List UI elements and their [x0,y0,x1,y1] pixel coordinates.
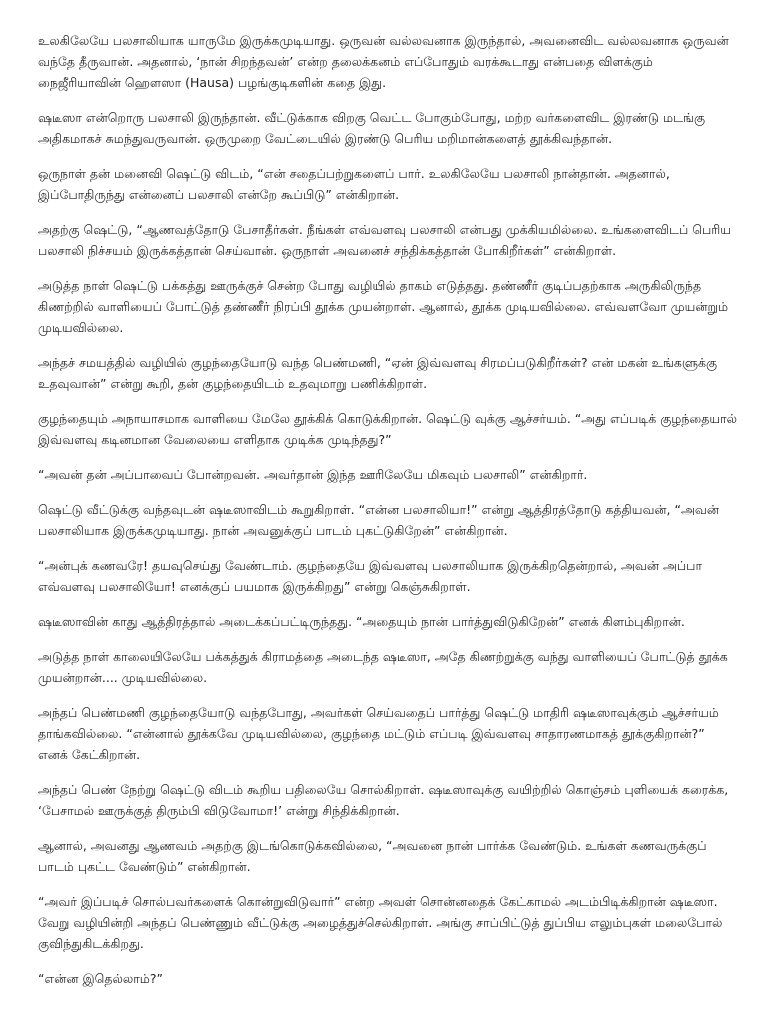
paragraph: ஷடீஸாவின் காது ஆத்திரத்தால் அடைக்கப்பட்டிருந்தது. “அதையும் நான் பார்த்துவிடுகிறேன்” எனக் கிளம்புகிறான். [38,614,685,629]
paragraph: “அவர் இப்படிச் சொல்பவர்களைக் கொன்றுவிடுவார்” என்ற அவள் சொன்னதைக் கேட்காமல் அடம்பிடிக்கிறான் ஷடீஸா. வேறு வழியின்றி அந்தப் பெண்ணும் வீட்டுக்கு அழைத்துச்செல்கிறாள். அங்கு சாப்பிட்டுத் துப்பிய எலும்புகள் மலைபோல் குவிந்துகிடக்கிறது. [38,894,723,951]
paragraph: “அன்புக் கணவரே! தயவுசெய்து வேண்டாம். குழந்தையே இவ்வளவு பலசாலியாக இருக்கிறதென்றால், அவன் அப்பா எவ்வளவு பலசாலியோ! எனக்குப் பயமாக இருக்கிறது” என்று கெஞ்சுகிறாள். [38,558,703,594]
paragraph: ஆனால், அவனது ஆணவம் அதற்கு இடங்கொடுக்கவில்லை, “அவனை நான் பார்க்க வேண்டும். உங்கள் கணவருக்குப் பாடம் புகட்ட வேண்டும்” என்கிறான். [38,838,707,874]
paragraph: அதற்கு ஷெட்டு, “ஆணவத்தோடு பேசாதீர்கள். நீங்கள் எவ்வளவு பலசாலி என்பது முக்கியமில்லை. உங்களைவிடப் பெரிய பலசாலி நிச்சயம் இருக்கத்தான் செய்வான். ஒருநாள் அவனைச் சந்திக்கத்தான் போகிறீர்கள்” என்கிறாள். [38,222,731,258]
paragraph: அந்தப் பெண் நேற்று ஷெட்டு விடம் கூறிய பதிலையே சொல்கிறாள். ஷடீஸாவுக்கு வயிற்றில் கொஞ்சம் புளியைக் கரைக்க, ‘பேசாமல் ஊருக்குத் திரும்பி விடுவோமா!’ என்று சிந்திக்கிறான். [38,782,729,818]
paragraph: உலகிலேயே பலசாலியாக யாருமே இருக்கமுடியாது. ஒருவன் வல்லவனாக இருந்தால், அவனைவிட வல்லவனாக ஒருவன் வந்தே தீருவான். அதனால், ‘நான் சிறந்தவன்’ என்ற தலைக்கனம் எப்போதும் வரக்கூடாது என்பதை விளக்கும் நைஜீரியாவின் ஹௌஸா (Hausa) பழங்குடிகளின் கதை இது. [38,33,729,90]
paragraph: ஷடீஸா என்றொரு பலசாலி இருந்தான். வீட்டுக்காக விறகு வெட்ட போகும்போது, மற்ற வர்களைவிட இரண்டு மடங்கு அதிகமாகச் சுமந்துவருவான். ஒருமுறை வேட்டையில் இரண்டு பெரிய மறிமான்களைத் தூக்கிவந்தான். [38,110,705,146]
paragraph: “அவன் தன் அப்பாவைப் போன்றவன். அவர்தான் இந்த ஊரிலேயே மிகவும் பலசாலி” என்கிறார். [38,467,588,482]
paragraph: “என்ன இதெல்லாம்?” [38,971,163,986]
paragraph: அந்தச் சமயத்தில் வழியில் குழந்தையோடு வந்த பெண்மணி, “ஏன் இவ்வளவு சிரமப்படுகிறீர்கள்? என் மகன் உங்களுக்கு உதவுவான்” என்று கூறி, தன் குழந்தையிடம் உதவுமாறு பணிக்கிறாள். [38,355,718,391]
paragraph: ஒருநாள் தன் மனைவி ஷெட்டு விடம், “என் சதைப்பற்றுகளைப் பார். உலகிலேயே பலசாலி நான்தான். அதனால், இப்போதிருந்து என்னைப் பலசாலி என்றே கூப்பிடு” என்கிறான். [38,166,670,202]
paragraph: ஷெட்டு வீட்டுக்கு வந்தவுடன் ஷடீஸாவிடம் கூறுகிறாள். “என்ன பலசாலியா!” என்று ஆத்திரத்தோடு கத்தியவன், “அவன் பலசாலியாக இருக்கமுடியாது. நான் அவனுக்குப் பாடம் புகட்டுகிறேன்” என்கிறான். [38,502,719,538]
paragraph: குழந்தையும் அநாயாசமாக வாளியை மேலே தூக்கிக் கொடுக்கிறான். ஷெட்டு வுக்கு ஆச்சர்யம். “அது எப்படிக் குழந்தையால் இவ்வளவு கடினமான வேலையை எளிதாக முடிக்க முடிந்தது?” [38,411,737,447]
paragraph: அடுத்த நாள் ஷெட்டு பக்கத்து ஊருக்குச் சென்ற போது வழியில் தாகம் எடுத்தது. தண்ணீர் குடிப்பதற்காக அருகிலிருந்த கிணற்றில் வாளியைப் போட்டுத் தண்ணீர் நிரப்பி தூக்க முயன்றாள். ஆனால், தூக்க முடியவில்லை. எவ்வளவோ முயன்றும் முடியவில்லை. [38,278,729,335]
paragraph: அடுத்த நாள் காலையிலேயே பக்கத்துக் கிராமத்தை அடைந்த ஷடீஸா, அதே கிணற்றுக்கு வந்து வாளியைப் போட்டுத் தூக்க முயன்றான்.... முடியவில்லை. [38,649,728,685]
paragraph: அந்தப் பெண்மணி குழந்தையோடு வந்தபோது, அவர்கள் செய்வதைப் பார்த்து ஷெட்டு மாதிரி ஷடீஸாவுக்கும் ஆச்சர்யம் தாங்கவில்லை. “என்னால் தூக்கவே முடியவில்லை, குழந்தை மட்டும் எப்படி இவ்வளவு சாதாரணமாகத் தூக்குகிறான்?” எனக் கேட்கிறான். [38,705,719,762]
article-body [38,30,738,1003]
